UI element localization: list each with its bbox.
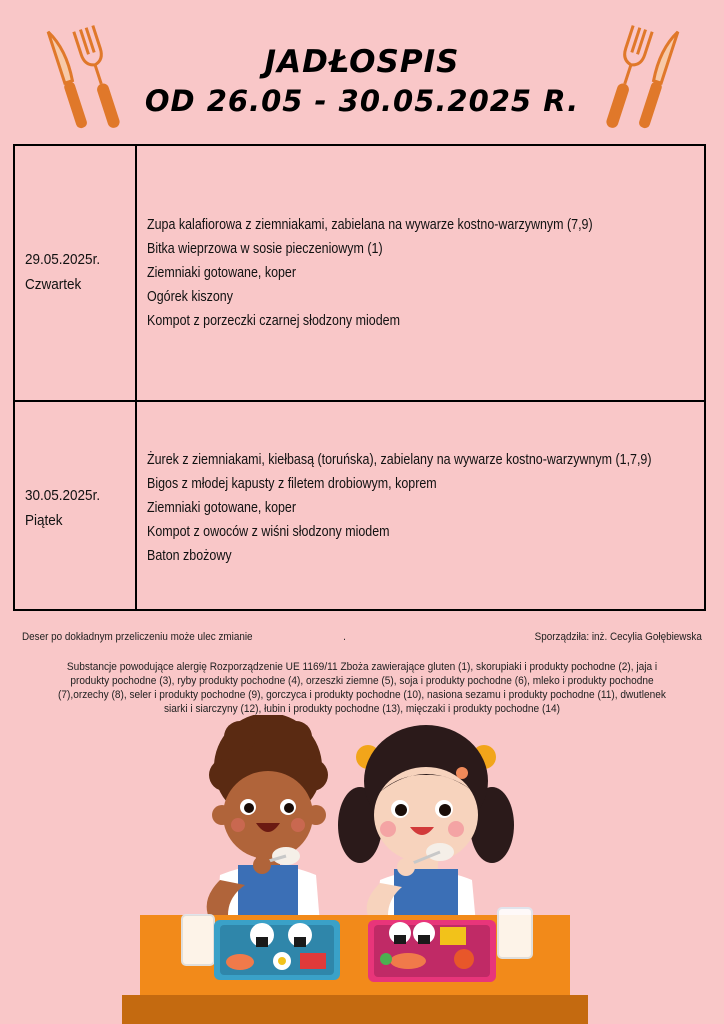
separator-dot: . xyxy=(343,631,346,643)
day-cell xyxy=(15,402,137,609)
dish-item: Ziemniaki gotowane, koper xyxy=(147,265,297,281)
allergens-note: Substancje powodujące alergię Rozporządzenie UE 1169/11 Zboża zawierające gluten (1), skorupiaki i produkty pochodne (2), jaja i produkty pochodne (3), ryby produkty pochodne (4), orzeszki ziemne (5), soja i produkty pochodne (6), mleko i produkty pochodne (7),orzechy (8), seler i produkty pochodne (9), gorczyca i produkty pochodne (10), nasiona sezamu i produkty pochodne (11), dwutlenek siarki i siarczyny (12), łubin i produkty pochodne (13), mięczaki i produkty pochodne (14) xyxy=(58,661,666,715)
dish-item: Bitka wieprzowa w sosie pieczeniowym (1) xyxy=(147,241,383,257)
day-date: 29.05.2025r. xyxy=(25,251,101,268)
dish-item: Zupa kalafiorowa z ziemniakami, zabielana na wywarze kostno-warzywnym (7,9) xyxy=(147,217,593,233)
dish-item: Żurek z ziemniakami, kiełbasą (toruńska), zabielany na wywarze kostno-warzywnym (1,7,9) xyxy=(147,452,652,468)
menu-date-range: OD 26.05 - 30.05.2025 R. xyxy=(144,84,580,118)
day-weekday: Piątek xyxy=(25,512,63,529)
utensils-left-icon xyxy=(38,20,128,140)
dish-item: Kompot z owoców z wiśni słodzony miodem xyxy=(147,524,390,540)
utensils-right-icon xyxy=(596,20,686,140)
menu-row-thursday xyxy=(15,146,704,402)
table-front xyxy=(122,995,588,1024)
day-date: 30.05.2025r. xyxy=(25,487,101,504)
prepared-by: Sporządziła: inż. Cecylia Gołębiewska xyxy=(534,631,702,643)
girl-figure xyxy=(338,725,514,924)
dish-list xyxy=(147,448,652,568)
dish-item: Kompot z porzeczki czarnej słodzony miodem xyxy=(147,313,400,329)
menu-table xyxy=(13,144,706,611)
dish-item: Ziemniaki gotowane, koper xyxy=(147,500,297,516)
day-cell xyxy=(15,146,137,400)
menu-row-friday xyxy=(15,402,704,609)
dish-item: Ogórek kiszony xyxy=(147,289,233,305)
boy-figure xyxy=(207,715,328,924)
dish-item: Bigos z młodej kapusty z filetem drobiowym, koprem xyxy=(147,476,437,492)
dessert-note: Deser po dokładnym przeliczeniu może ulec zmianie xyxy=(22,631,253,643)
dish-list xyxy=(147,213,593,333)
dish-item: Baton zbożowy xyxy=(147,548,232,564)
kids-eating-illustration xyxy=(0,715,724,1024)
menu-title: JADŁOSPIS xyxy=(264,44,460,80)
day-weekday: Czwartek xyxy=(25,276,82,293)
